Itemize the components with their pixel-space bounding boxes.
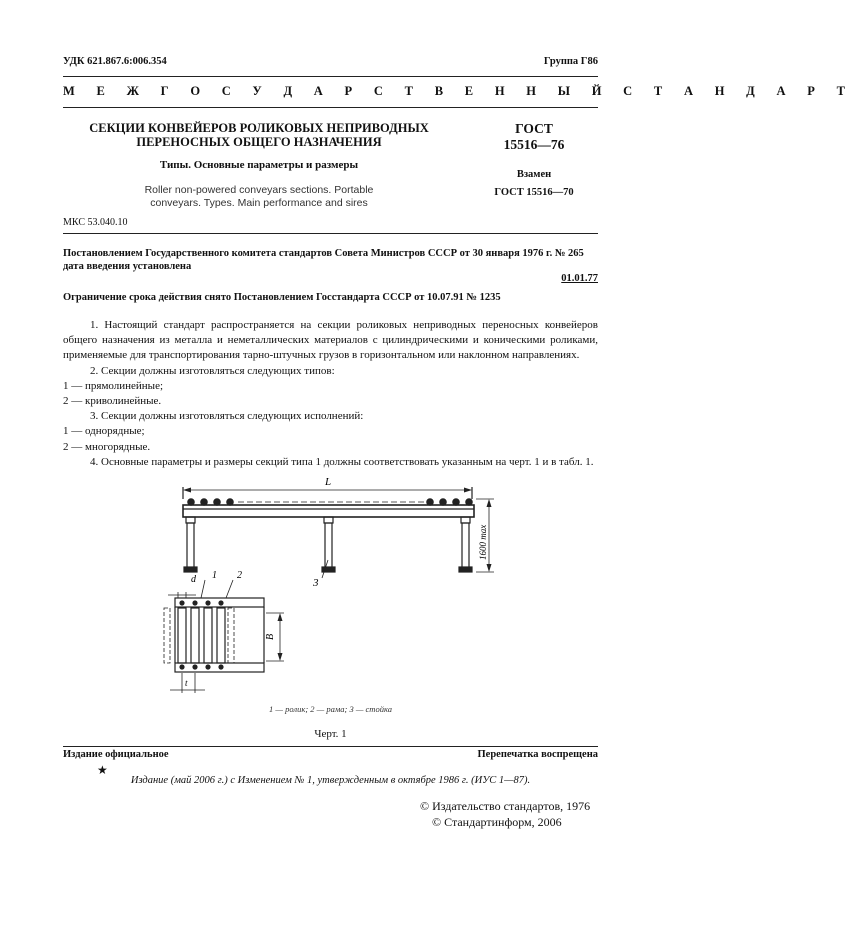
title-line-2: ПЕРЕНОСНЫХ ОБЩЕГО НАЗНАЧЕНИЯ xyxy=(136,135,382,149)
side-view xyxy=(183,487,494,578)
paragraph-3: 3. Секции должны изготовляться следующих исполнений: xyxy=(90,410,364,423)
decree-line-1: Постановлением Государственного комитета стандартов Совета Министров СССР от 30 января 1976 г. № 265 xyxy=(63,248,584,259)
frame-beam xyxy=(183,505,474,517)
gost-number: 15516—76 xyxy=(503,137,565,152)
roller-4 xyxy=(217,608,225,663)
title-line-1: СЕКЦИИ КОНВЕЙЕРОВ РОЛИКОВЫХ НЕПРИВОДНЫХ xyxy=(89,121,429,135)
leg-middle xyxy=(325,523,332,568)
roller-2 xyxy=(191,608,199,663)
label-2: 2 xyxy=(237,570,242,581)
star-icon: ★ xyxy=(97,763,108,777)
dim-label-B: B xyxy=(265,633,276,640)
replaces-label: Взамен xyxy=(516,169,552,180)
copyright-2: © Стандартинформ, 2006 xyxy=(432,815,562,829)
leader-2 xyxy=(226,580,233,598)
standard-banner: М Е Ж Г О С У Д А Р С Т В Е Н Н Ы Й С Т А Н Д А Р Т xyxy=(63,84,854,98)
copyright-block xyxy=(420,798,590,830)
label-1: 1 xyxy=(212,570,217,581)
document-subtitle: Типы. Основные параметры и размеры xyxy=(159,159,359,171)
leg-right xyxy=(462,523,469,568)
paragraph-2-item-2: 2 — криволинейные. xyxy=(63,395,162,408)
figure-caption: Черт. 1 xyxy=(314,728,347,740)
english-title-line-2: conveyars. Types. Main performance and sires xyxy=(150,196,368,209)
roller-3 xyxy=(204,608,212,663)
reprint-prohibited: Перепечатка воспрещена xyxy=(477,749,598,760)
replaces-standard: ГОСТ 15516—70 xyxy=(494,187,574,198)
paragraph-4: 4. Основные параметры и размеры секций типа 1 должны соответствовать указанным на черт. 1 и в табл. 1. xyxy=(90,455,594,468)
footer-rule xyxy=(63,746,598,747)
roller-1 xyxy=(178,608,186,663)
udk-code: УДК 621.867.6:006.354 xyxy=(63,56,167,67)
paragraph-2: 2. Секции должны изготовляться следующих типов: xyxy=(90,364,335,377)
paragraph-3-item-2: 2 — многорядные. xyxy=(63,440,151,453)
introduction-date: 01.01.77 xyxy=(561,273,598,284)
dim-label-t: t xyxy=(185,678,188,688)
leader-1 xyxy=(201,580,205,598)
edition-note: Издание (май 2006 г.) с Изменением № 1, утвержденным в октябре 1986 г. (ИУС 1—87). xyxy=(130,775,531,786)
leg-left xyxy=(187,523,194,568)
label-3: 3 xyxy=(313,577,319,589)
gost-label: ГОСТ xyxy=(515,121,553,136)
dim-label-d: d xyxy=(191,574,196,585)
paragraph-1: 1. Настоящий стандарт распространяется на секции роликовых неприводных переносных конвейеров общего назначения из металла и неметаллических материалов с цилиндрическими и коническими роликами, применяемые для транспортирования тарно-штучных грузов в горизонтальном или наклонном направлениях. xyxy=(63,319,598,362)
mks-code: МКС 53.040.10 xyxy=(63,217,128,228)
dim-label-height: 1600 max xyxy=(478,524,488,560)
decree-line-2: дата введения установлена xyxy=(63,261,192,272)
drawing-legend: 1 — ролик; 2 — рама; 3 — стойка xyxy=(269,704,392,714)
english-title-line-1: Roller non-powered conveyars sections. Portable xyxy=(144,184,374,196)
limit-removed-text: Ограничение срока действия снято Постановлением Госстандарта СССР от 10.07.91 № 1235 xyxy=(63,292,501,303)
copyright-1: © Издательство стандартов, 1976 xyxy=(420,799,591,813)
dim-label-L: L xyxy=(325,476,332,488)
group-code: Группа Г86 xyxy=(543,56,598,67)
official-edition: Издание официальное xyxy=(63,749,169,760)
paragraph-3-item-1: 1 — однорядные; xyxy=(63,425,145,438)
paragraph-2-item-1: 1 — прямолинейные; xyxy=(63,379,164,392)
